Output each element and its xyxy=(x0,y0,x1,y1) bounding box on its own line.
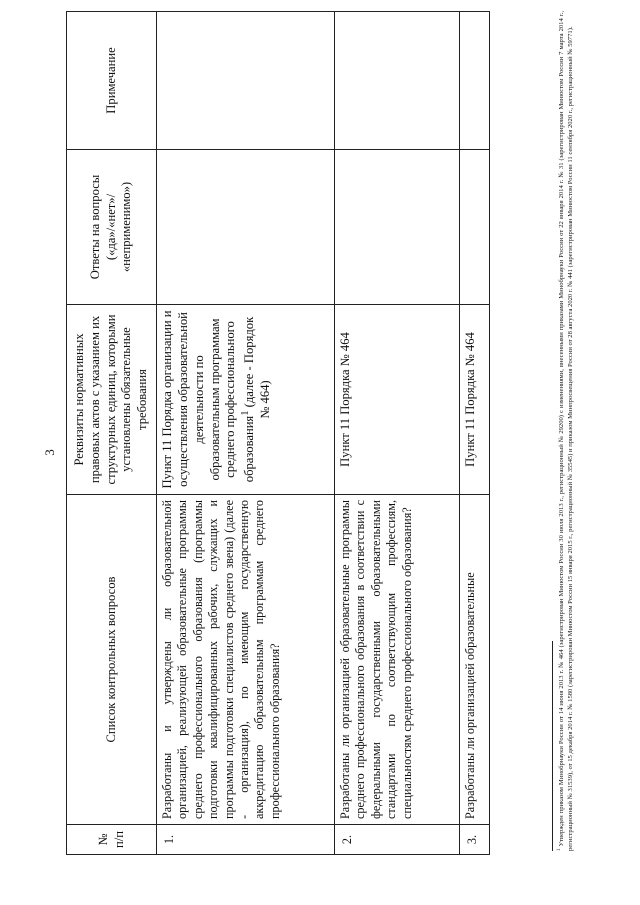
reference-cell: Пункт 11 Порядка № 464 xyxy=(335,305,460,495)
row-number: 1. xyxy=(157,825,335,855)
reference-cell: Пункт 11 Порядка № 464 xyxy=(460,305,490,495)
note-cell[interactable] xyxy=(335,12,460,150)
checklist-table xyxy=(66,11,490,855)
header-questions: Список контрольных вопросов xyxy=(67,495,157,825)
answer-cell[interactable] xyxy=(460,150,490,305)
reference-cell xyxy=(157,305,335,495)
question-cell: Разработаны и утверждены ли образовательной организацией, реализующей образовательные программы среднего профессионального образования (программы подготовки квалифицированных рабочих, служащих и программы подготовки специалистов среднего звена) (далее - организация), по имеющим государственную аккредитацию образовательным программам среднего профессионального образования? xyxy=(157,495,335,825)
question-cell: Разработаны ли организацией образовательные программы среднего профессионального образования в соответствии с федеральными государственными образовательными стандартами по соответствующим профессиям, специальностям среднего профессионального образования? xyxy=(335,495,460,825)
footnote-separator xyxy=(552,641,553,851)
note-cell[interactable] xyxy=(157,12,335,150)
table-row xyxy=(335,12,460,855)
reference-tail: (далее - Порядок № 464) xyxy=(242,316,273,419)
header-acts: Реквизиты нормативных правовых актов с указанием их структурных единиц, которыми установлены обязательные требования xyxy=(67,305,157,495)
footnote-marker: 1 xyxy=(240,410,252,416)
footnote xyxy=(557,11,576,851)
row-number: 3. xyxy=(460,825,490,855)
footnote-number: 1 xyxy=(557,848,562,851)
table-row xyxy=(460,12,490,855)
note-cell[interactable] xyxy=(460,12,490,150)
reference-text: Пункт 11 Порядка организации и осуществления образовательной деятельности по образовательным программам среднего профессионального образования xyxy=(160,310,257,489)
table-row xyxy=(157,12,335,855)
footnote-text: Утвержден приказом Минобрнауки России от 14 июня 2013 г. № 464 (зарегистрирован Минюстом России 30 июля 2013 г., регистрационный № 29200) с изменениями, внесенными приказами Минобрнауки России от 22 января 2014 г. № 31 (зарегистрирован Минюстом России 7 марта 2014 г., регистрационный № 31539), от 15 декабря 2014 г. № 1580 (зарегистрирован Минюстом России 15 января 2015 г., регистрационный № 35545) и приказом Минпросвещения России от 28 августа 2020 г. № 441 (зарегистрирован Минюстом России 11 сентября 2020 г., регистрационный № 59771). xyxy=(558,11,574,851)
table-header-row xyxy=(67,12,157,855)
row-number: 2. xyxy=(335,825,460,855)
header-answers: Ответы на вопросы («да»/«нет»/ «неприменимо») xyxy=(67,150,157,305)
header-num: № п/п xyxy=(67,825,157,855)
question-cell: Разработаны ли организацией образовательные xyxy=(460,495,490,825)
answer-cell[interactable] xyxy=(157,150,335,305)
page-number: 3 xyxy=(42,449,57,456)
answer-cell[interactable] xyxy=(335,150,460,305)
header-note: Примечание xyxy=(67,12,157,150)
